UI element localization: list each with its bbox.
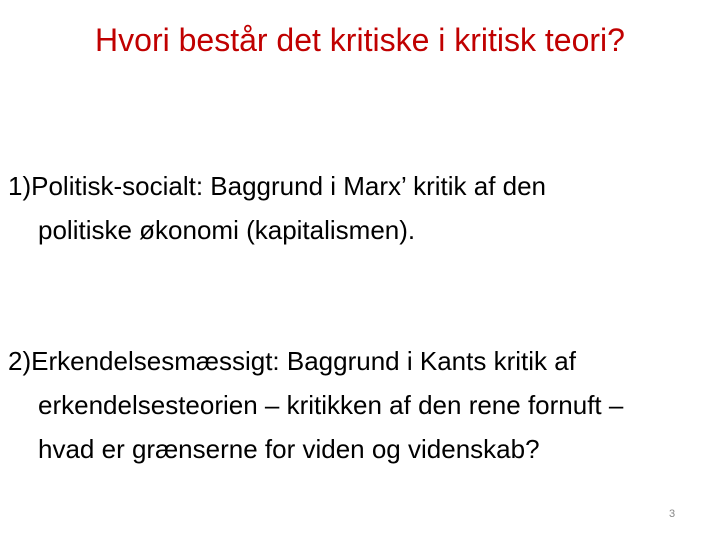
list-item-line: hvad er grænserne for viden og videnskab? bbox=[38, 434, 540, 464]
list-item-line: erkendelsesteorien – kritikken af den rene fornuft – bbox=[38, 390, 624, 420]
slide-number: 3 bbox=[668, 508, 676, 520]
list-item-line: 2)Erkendelsesmæssigt: Baggrund i Kants kritik af bbox=[8, 346, 576, 376]
list-item-line: politiske økonomi (kapitalismen). bbox=[38, 215, 416, 245]
list-item-erkendelsesmaessigt bbox=[8, 339, 714, 471]
list-item-politisk-socialt bbox=[8, 164, 714, 252]
slide-title: Hvori består det kritiske i kritisk teori? bbox=[95, 22, 625, 58]
list-item-line: 1)Politisk-socialt: Baggrund i Marx’ kritik af den bbox=[8, 171, 547, 201]
